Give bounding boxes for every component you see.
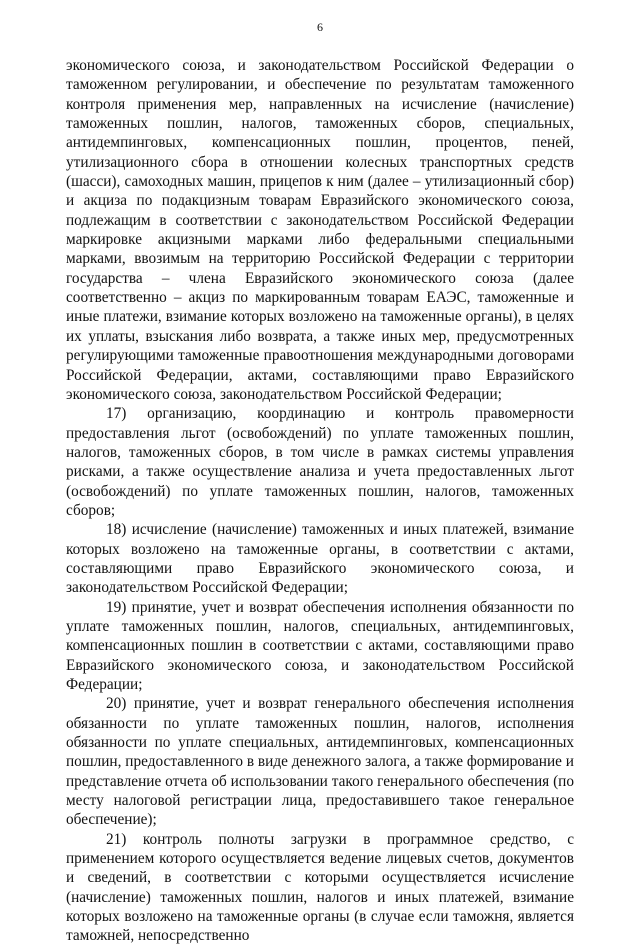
paragraph-item-21: 21) контроль полноты загрузки в программное средство, с применением которого осуществляется ведение лицевых счетов, документов и сведений, в соответствии с которыми осуществляется исчисление (начисление) таможенных пошлин, налогов и иных платежей, взимание которых возложено на таможенные органы (в случае если таможня, является таможней, непосредственно bbox=[66, 830, 574, 945]
document-body bbox=[66, 56, 574, 946]
paragraph-item-19: 19) принятие, учет и возврат обеспечения исполнения обязанности по уплате таможенных пошлин, налогов, специальных, антидемпинговых, компенсационных пошлин в соответствии с актами, составляющими право Евразийского экономического союза, и законодательством Российской Федерации; bbox=[66, 598, 574, 693]
page-number: 6 bbox=[317, 20, 323, 34]
paragraph-item-17: 17) организацию, координацию и контроль правомерности предоставления льгот (освобождений) по уплате таможенных пошлин, налогов, таможенных сборов, в том числе в рамках системы управления рисками, а также осуществление анализа и учета предоставленных льгот (освобождений) по уплате таможенных пошлин, налогов, таможенных сборов; bbox=[66, 405, 574, 519]
paragraph-continuation: экономического союза, и законодательством Российской Федерации о таможенном регулировании, и обеспечение по результатам таможенного контроля применения мер, направленных на исчисление (начисление) таможенных пошлин, налогов, таможенных сборов, специальных, антидемпинговых, компенсационных пошлин, процентов, пеней, утилизационного сбора в отношении колесных транспортных средств (шасси), самоходных машин, прицепов к ним (далее – утилизационный сбор) и акциза по подакцизным товарам Евразийского экономического союза, подлежащим в соответствии с законодательством Российской Федерации маркировке акцизными марками либо федеральными специальными марками, ввозимым на территорию Российской Федерации с территории государства – члена Евразийского экономического союза (далее соответственно – акциз по маркированным товарам ЕАЭС, таможенные и иные платежи, взимание которых возложено на таможенные органы), в целях их уплаты, взыскания либо возврата, а также иных мер, предусмотренных регулирующими таможенные правоотношения международными договорами Российской Федерации, актами, составляющими право Евразийского экономического союза, законодательством Российской Федерации; bbox=[66, 57, 574, 403]
paragraph-item-18: 18) исчисление (начисление) таможенных и иных платежей, взимание которых возложено на таможенные органы, в соответствии с актами, составляющими право Евразийского экономического союза, и законодательством Российской Федерации; bbox=[66, 521, 574, 597]
paragraph-item-20: 20) принятие, учет и возврат генерального обеспечения исполнения обязанности по уплате таможенных пошлин, налогов, исполнения обязанности по уплате специальных, антидемпинговых, компенсационных пошлин, предоставленного в виде денежного залога, а также формирование и представление отчета об использовании такого генерального обеспечения (по месту налоговой регистрации лица, предоставившего такое генеральное обеспечение); bbox=[66, 695, 574, 829]
